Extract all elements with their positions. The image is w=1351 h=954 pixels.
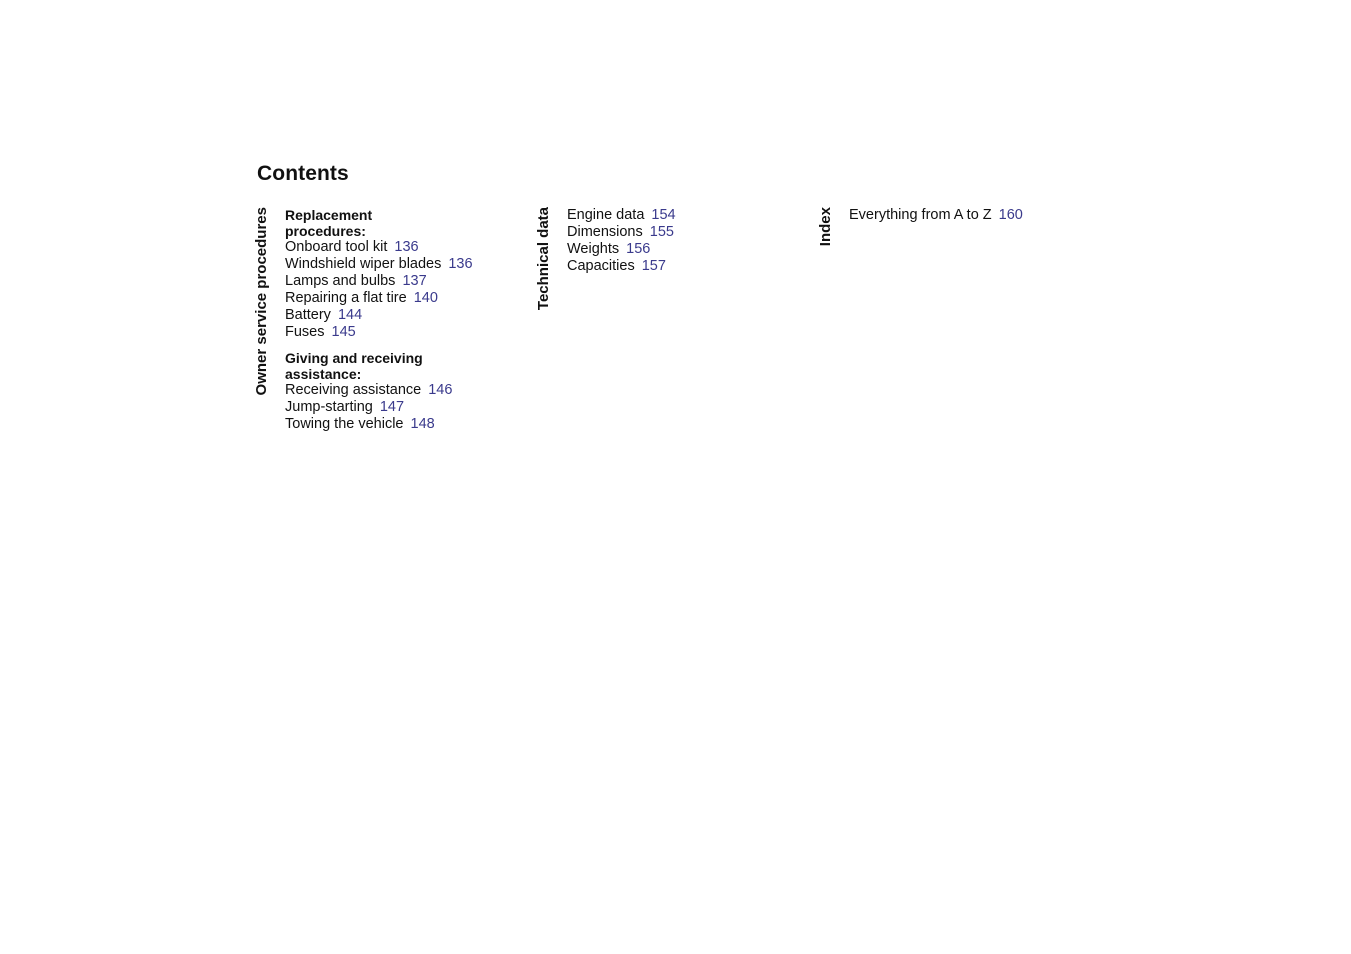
entry-page-number: 160	[998, 207, 1023, 223]
entry-page-number: 140	[413, 290, 438, 306]
entry-group-assistance	[285, 350, 473, 433]
group-heading: Giving and receiving assistance:	[285, 350, 423, 382]
toc-entry-dimensions[interactable]	[567, 224, 676, 241]
entry-title: Dimensions	[567, 224, 643, 240]
toc-entry-jump-starting[interactable]	[285, 399, 473, 416]
entry-title: Capacities	[567, 258, 635, 274]
entry-title: Towing the vehicle	[285, 416, 404, 432]
entry-group-replacement	[285, 207, 473, 341]
section-entries	[849, 207, 1023, 224]
section-entries	[285, 207, 473, 442]
entry-title: Lamps and bulbs	[285, 273, 396, 289]
entry-page-number: 157	[641, 258, 666, 274]
section-entries	[567, 207, 676, 275]
entry-title: Fuses	[285, 324, 325, 340]
toc-entry-engine-data[interactable]	[567, 207, 676, 224]
entry-page-number: 148	[410, 416, 435, 432]
entry-page-number: 145	[331, 324, 356, 340]
entry-title: Windshield wiper blades	[285, 256, 442, 272]
toc-entry-fuses[interactable]	[285, 324, 473, 341]
toc-entry-windshield-wiper-blades[interactable]	[285, 256, 473, 273]
toc-entry-capacities[interactable]	[567, 258, 676, 275]
toc-entry-battery[interactable]	[285, 307, 473, 324]
page-title: Contents	[257, 162, 349, 185]
entry-title: Jump-starting	[285, 399, 373, 415]
entry-page-number: 156	[626, 241, 651, 257]
entry-page-number: 137	[402, 273, 427, 289]
section-label: Owner service procedures	[253, 207, 270, 396]
entry-title: Battery	[285, 307, 331, 323]
toc-entry-repairing-a-flat-tire[interactable]	[285, 290, 473, 307]
toc-entry-everything-a-to-z[interactable]	[849, 207, 1023, 224]
entry-title: Repairing a flat tire	[285, 290, 407, 306]
entry-title: Weights	[567, 241, 620, 257]
toc-entry-onboard-tool-kit[interactable]	[285, 239, 473, 256]
toc-entry-receiving-assistance[interactable]	[285, 382, 473, 399]
entry-page-number: 147	[379, 399, 405, 415]
group-heading: Replacement procedures:	[285, 207, 373, 239]
entry-page-number: 136	[448, 256, 473, 272]
entry-page-number: 155	[649, 224, 674, 240]
entry-page-number: 154	[651, 207, 676, 223]
entry-title: Everything from A to Z	[849, 207, 992, 223]
entry-page-number: 146	[428, 382, 453, 398]
section-label: Technical data	[535, 207, 552, 311]
entry-page-number: 144	[337, 307, 363, 323]
toc-entry-lamps-and-bulbs[interactable]	[285, 273, 473, 290]
toc-entry-weights[interactable]	[567, 241, 676, 258]
toc-entry-towing-the-vehicle[interactable]	[285, 416, 473, 433]
entry-title: Engine data	[567, 207, 645, 223]
entry-page-number: 136	[394, 239, 419, 255]
entry-title: Receiving assistance	[285, 382, 422, 398]
entry-title: Onboard tool kit	[285, 239, 388, 255]
section-label: Index	[817, 207, 834, 247]
